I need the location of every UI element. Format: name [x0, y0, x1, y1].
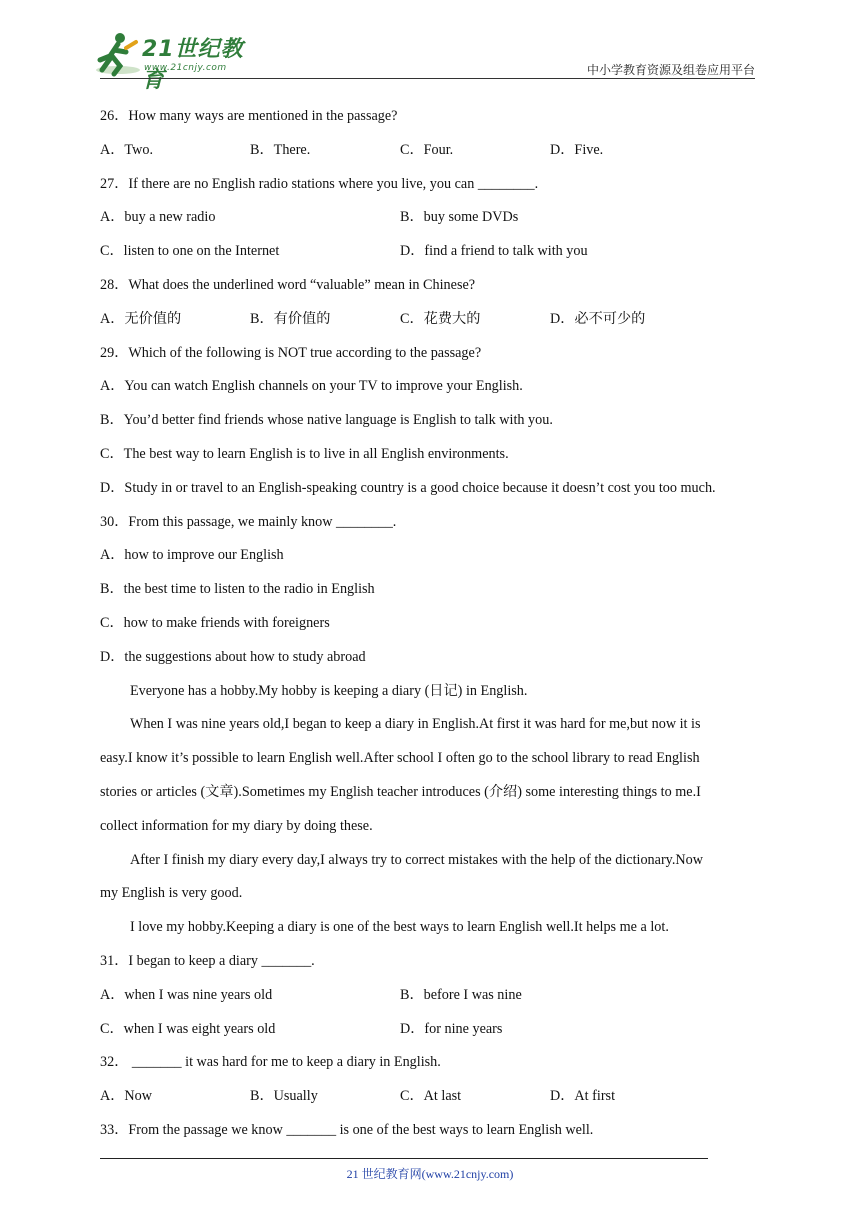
- footer-text: 21 世纪教育网(www.21cnjy.com): [346, 1167, 514, 1181]
- passage-paragraph-2-line-1: When I was nine years old,I began to keep a diary in English.At first it was hard for me,but now it is: [130, 716, 701, 733]
- question-32-stem: 32． _______ it was hard for me to keep a diary in English.: [100, 1054, 441, 1071]
- passage-paragraph-1: Everyone has a hobby.My hobby is keeping a diary (日记) in English.: [130, 682, 528, 699]
- option-a: A．when I was nine years old: [100, 986, 273, 1003]
- option-d: D．the suggestions about how to study abroad: [100, 648, 366, 665]
- option-d: D．Five.: [550, 141, 604, 158]
- option-c: C．when I was eight years old: [100, 1020, 276, 1037]
- option-b: B．the best time to listen to the radio in English: [100, 581, 375, 598]
- option-b: B．There.: [250, 141, 311, 158]
- question-27-options-row2: [100, 238, 765, 272]
- option-a: A．how to improve our English: [100, 547, 284, 564]
- question-33-stem: 33．From the passage we know _______ is one of the best ways to learn English well.: [100, 1121, 594, 1138]
- option-c: C．The best way to learn English is to live in all English environments.: [100, 445, 509, 462]
- option-d: D．for nine years: [400, 1020, 503, 1037]
- passage-paragraph-2-line-2: easy.I know it’s possible to learn English well.After school I often go to the school library to read English: [100, 750, 700, 767]
- option-a: A．Two.: [100, 141, 153, 158]
- option-c: C．花费大的: [400, 310, 481, 327]
- site-logo: [92, 30, 262, 93]
- option-d: D．Study in or travel to an English-speaking country is a good choice because it doesn’t cost you too much.: [100, 479, 716, 496]
- option-a: A．You can watch English channels on your TV to improve your English.: [100, 378, 523, 395]
- question-31-options-row2: [100, 1016, 765, 1050]
- question-27-options-row1: [100, 204, 765, 238]
- question-28-stem: 28．What does the underlined word “valuable” mean in Chinese?: [100, 276, 476, 293]
- footer-divider: [100, 1158, 708, 1159]
- passage-paragraph-2-line-3: stories or articles (文章).Sometimes my English teacher introduces (介绍) some interesting things to me.I: [100, 783, 701, 800]
- option-b: B．有价值的: [250, 310, 331, 327]
- passage-paragraph-2-line-4: collect information for my diary by doing these.: [100, 817, 373, 834]
- question-30-stem: 30．From this passage, we mainly know ________.: [100, 513, 397, 530]
- runner-logo-icon: [92, 30, 144, 78]
- question-32-options: [100, 1083, 765, 1117]
- question-28-options: [100, 306, 765, 340]
- passage-paragraph-3-line-2: my English is very good.: [100, 885, 243, 902]
- question-31-options-row1: [100, 982, 765, 1016]
- option-b: B．buy some DVDs: [400, 209, 519, 226]
- option-d: D．必不可少的: [550, 310, 646, 327]
- header-divider: [100, 78, 755, 79]
- option-c: C．how to make friends with foreigners: [100, 614, 330, 631]
- question-31-stem: 31．I began to keep a diary _______.: [100, 952, 315, 969]
- passage-paragraph-3-line-1: After I finish my diary every day,I always try to correct mistakes with the help of the dictionary.Now: [130, 851, 703, 868]
- option-c: C．Four.: [400, 141, 454, 158]
- option-b: B．You’d better find friends whose native language is English to talk with you.: [100, 412, 553, 429]
- option-c: C．At last: [400, 1088, 462, 1105]
- option-d: D．find a friend to talk with you: [400, 243, 588, 260]
- option-a: A．buy a new radio: [100, 209, 216, 226]
- logo-url: www.21cnjy.com: [144, 63, 227, 73]
- question-26-stem: 26．How many ways are mentioned in the passage?: [100, 108, 398, 124]
- option-a: A．无价值的: [100, 310, 182, 327]
- question-29-stem: 29．Which of the following is NOT true according to the passage?: [100, 344, 482, 361]
- option-c: C．listen to one on the Internet: [100, 243, 280, 260]
- question-26-options: [100, 137, 765, 171]
- passage-paragraph-4: I love my hobby.Keeping a diary is one of the best ways to learn English well.It helps me a lot.: [130, 919, 669, 936]
- option-d: D．At first: [550, 1088, 616, 1105]
- option-b: B．before I was nine: [400, 986, 522, 1003]
- header-platform-text: 中小学教育资源及组卷应用平台: [586, 63, 755, 77]
- option-b: B．Usually: [250, 1088, 318, 1105]
- question-27-stem: 27．If there are no English radio stations where you live, you can ________.: [100, 175, 539, 192]
- document-body: [100, 103, 765, 1151]
- option-a: A．Now: [100, 1088, 153, 1105]
- logo-text: 21世纪教育: [142, 37, 244, 93]
